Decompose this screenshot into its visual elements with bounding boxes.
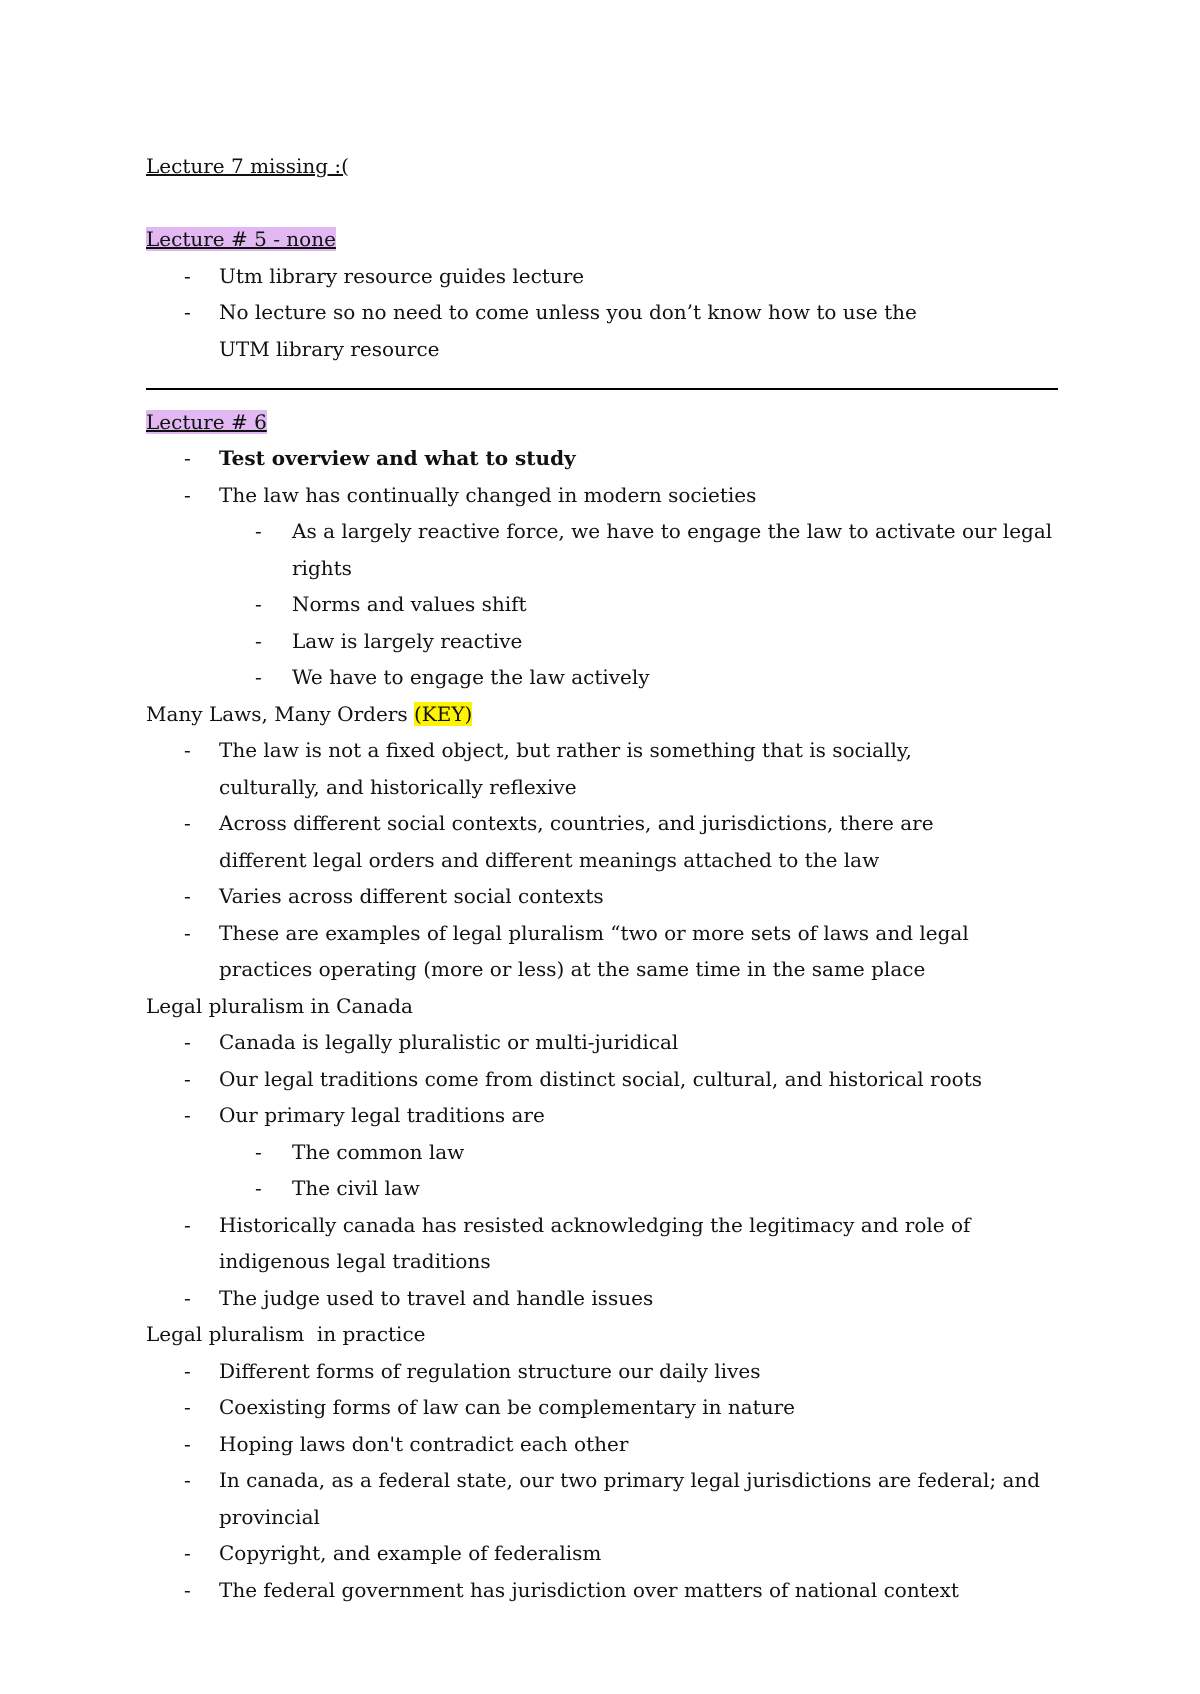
list-subitem-text: Norms and values shift <box>292 592 527 616</box>
bullet-dash: - <box>184 1358 191 1383</box>
list-subitem <box>146 586 1066 623</box>
list-item <box>146 1061 1066 1098</box>
list-subitem <box>146 513 1066 586</box>
list-item <box>146 878 1066 915</box>
list-item-text: Varies across different social contexts <box>219 884 604 908</box>
bullet-dash: - <box>184 920 191 945</box>
bullet-dash: - <box>184 738 191 762</box>
list-subitem-text: The common law <box>292 1139 465 1164</box>
bullet-dash: - <box>184 300 191 324</box>
list-item-text: Our primary legal traditions are <box>219 1103 545 1127</box>
bullet-dash: - <box>184 1395 191 1419</box>
list-subitem-text: We have to engage the law actively <box>292 665 650 689</box>
list-item <box>146 1535 1066 1572</box>
top-note-text: Lecture 7 missing :( <box>146 154 349 178</box>
bullet-dash: - <box>184 1103 191 1127</box>
list-item-text: Different forms of regulation structure our daily lives <box>219 1358 761 1383</box>
list-subitem <box>146 1134 1066 1171</box>
list-item-text: Across different social contexts, countries, and jurisdictions, there are different legal orders and different meanings attached to the law <box>219 811 934 872</box>
section-title-text: Legal pluralism in practice <box>146 1322 426 1346</box>
bullet-dash: - <box>184 1468 191 1492</box>
bullet-dash: - <box>184 1431 191 1456</box>
list-item-text: In canada, as a federal state, our two primary legal jurisdictions are federal; and provincial <box>219 1468 1041 1529</box>
spacer <box>146 367 1066 404</box>
list-item <box>146 1280 1066 1317</box>
list-item <box>146 1426 1066 1463</box>
spacer <box>146 185 1066 222</box>
list-item-text: Canada is legally pluralistic or multi-juridical <box>219 1030 679 1054</box>
list-item <box>146 1207 979 1280</box>
list-item <box>146 1462 1079 1535</box>
list-item <box>146 1572 1066 1609</box>
lecture6-heading <box>146 404 1066 441</box>
list-subitem <box>146 623 1066 660</box>
list-item-text: These are examples of legal pluralism “two or more sets of laws and legal practices operating (more or less) at the same time in the same place <box>219 920 969 981</box>
bullet-dash: - <box>184 1212 191 1237</box>
list-item-text: Our legal traditions come from distinct social, cultural, and historical roots <box>219 1066 982 1091</box>
bullet-dash: - <box>184 263 191 288</box>
bullet-dash: - <box>184 1066 191 1091</box>
bullet-dash: - <box>255 1176 262 1200</box>
list-item-text: No lecture so no need to come unless you don’t know how to use the UTM library resource <box>219 300 917 361</box>
lecture6-heading-text: Lecture # 6 <box>146 409 267 434</box>
key-badge: (KEY) <box>413 701 473 726</box>
bullet-dash: - <box>184 1541 191 1565</box>
list-item <box>146 1389 1066 1426</box>
list-subitem <box>146 1170 1066 1207</box>
section-title-many-laws <box>146 696 1066 733</box>
list-item-text: The federal government has jurisdiction over matters of national context <box>219 1577 959 1602</box>
bullet-dash: - <box>255 592 262 616</box>
bullet-dash: - <box>255 628 262 653</box>
bullet-dash: - <box>255 1139 262 1164</box>
list-item <box>146 915 989 988</box>
bullet-dash: - <box>184 1577 191 1602</box>
list-item <box>146 440 1066 477</box>
list-item <box>146 1024 1066 1061</box>
section-title-text: Legal pluralism in Canada <box>146 993 413 1018</box>
bullet-dash: - <box>184 884 191 908</box>
list-item-text: Copyright, and example of federalism <box>219 1541 602 1565</box>
list-item <box>146 294 959 367</box>
section-title-practice <box>146 1316 1066 1353</box>
list-item-text: Coexisting forms of law can be complementary in nature <box>219 1395 795 1419</box>
bullet-dash: - <box>184 1030 191 1054</box>
list-item-text: The law is not a fixed object, but rather is something that is socially, culturally, and historically reflexive <box>219 738 912 799</box>
bullet-dash: - <box>184 446 191 470</box>
list-item-text: Test overview and what to study <box>219 446 576 470</box>
section-title-canada <box>146 988 1066 1025</box>
list-item-text: Hoping laws don't contradict each other <box>219 1431 629 1456</box>
list-subitem <box>146 659 1066 696</box>
document-body <box>146 148 1066 1608</box>
list-item-text: Historically canada has resisted acknowledging the legitimacy and role of indigenous legal traditions <box>219 1212 971 1273</box>
list-item-text: The law has continually changed in modern societies <box>219 482 757 507</box>
bullet-dash: - <box>255 519 262 543</box>
list-item <box>146 477 1066 514</box>
list-item <box>146 805 979 878</box>
list-item <box>146 258 1066 295</box>
list-item-text: Utm library resource guides lecture <box>219 263 585 288</box>
list-subitem-text: Law is largely reactive <box>292 628 523 653</box>
list-item-text: The judge used to travel and handle issues <box>219 1285 654 1310</box>
lecture5-heading <box>146 221 1066 258</box>
list-subitem-text: The civil law <box>292 1176 420 1200</box>
bullet-dash: - <box>184 811 191 835</box>
list-item <box>146 732 959 805</box>
bullet-dash: - <box>184 482 191 507</box>
list-subitem-text: As a largely reactive force, we have to engage the law to activate our legal rights <box>292 519 1053 580</box>
list-item <box>146 1353 1066 1390</box>
list-item <box>146 1097 1066 1134</box>
bullet-dash: - <box>255 665 262 689</box>
section-title-text: Many Laws, Many Orders <box>146 701 414 726</box>
bullet-dash: - <box>184 1285 191 1310</box>
top-note <box>146 148 1066 185</box>
lecture5-heading-text: Lecture # 5 - none <box>146 227 336 251</box>
